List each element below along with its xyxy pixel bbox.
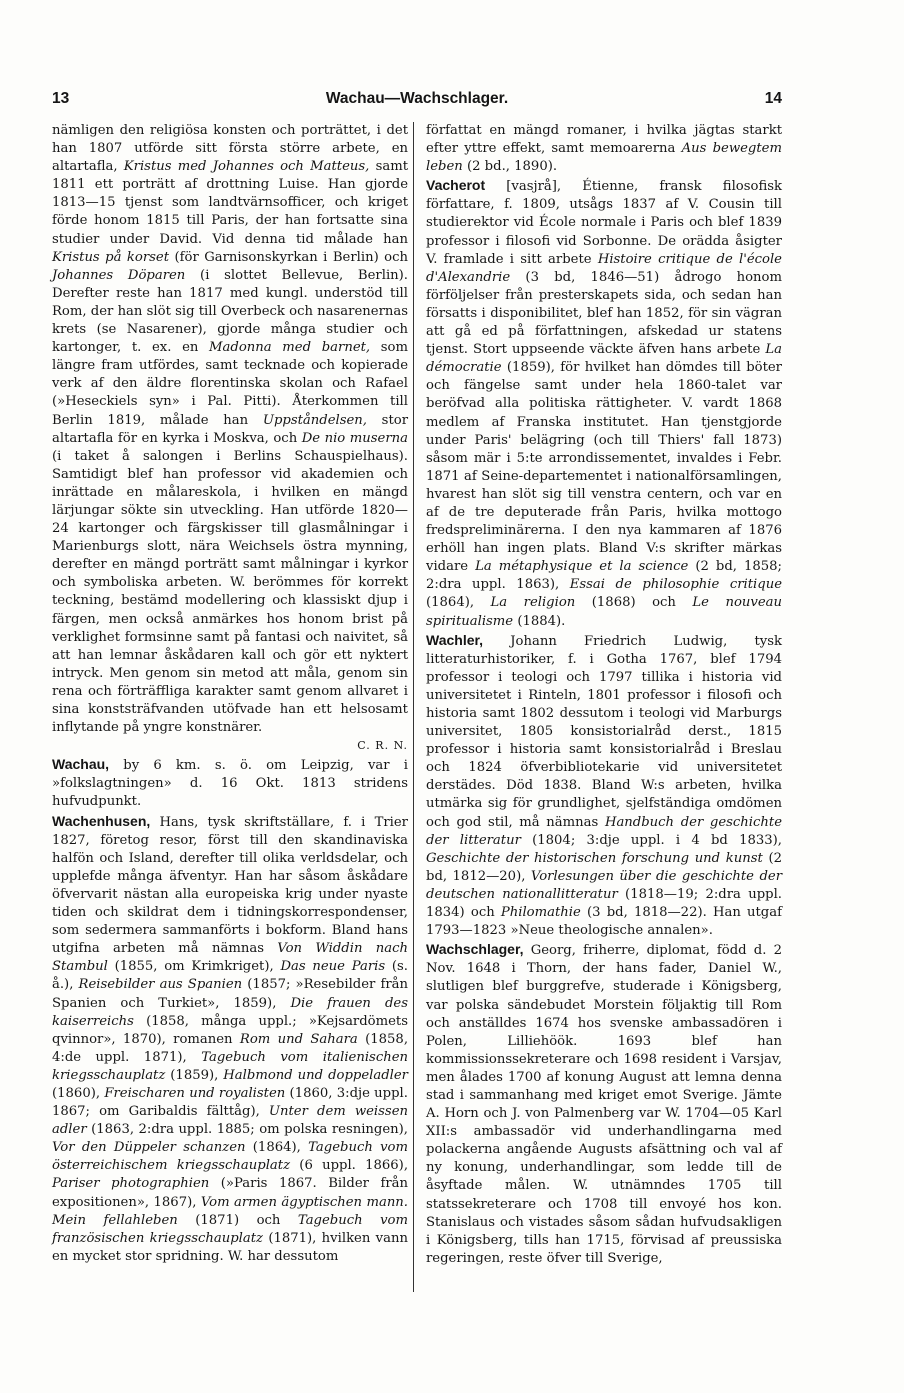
author-signature: C. R. N. bbox=[357, 739, 408, 753]
text-run: (i slottet Bellevue, Berlin). Derefter reste han 1817 med kungl. understöd till Rom, der han slöt sig till Overbeck och nasarenernas krets (se Nasarener), gjorde många studier och kartonger, t. ex. en bbox=[52, 267, 408, 356]
entry-vacherot bbox=[426, 176, 782, 630]
work-title: Le nouveau spiritualisme bbox=[426, 595, 782, 629]
work-title: Kristus på korset bbox=[52, 249, 170, 265]
text-run: (1884). bbox=[513, 613, 566, 629]
text-run: författat en mängd romaner, i hvilka jägtas starkt efter yttre effekt, samt memoarerna bbox=[426, 123, 782, 157]
entry-wachschlager bbox=[426, 940, 782, 1268]
work-title: Vom armen ägyptischen mann. Mein fellahleben bbox=[52, 1194, 408, 1228]
text-run: stor altartafla för en kyrka i Moskva, och bbox=[52, 412, 408, 446]
entry-wachenhusen bbox=[52, 812, 408, 1266]
text-run: (6 uppl. 1866), bbox=[290, 1158, 409, 1174]
text-run: (1859), bbox=[165, 1067, 224, 1083]
work-title: Halbmond und doppeladler bbox=[223, 1067, 408, 1083]
work-title: Reisebilder aus Spanien bbox=[78, 977, 243, 993]
work-title: Tagebuch vom französischen kriegsschauplatz bbox=[52, 1212, 409, 1246]
text-run: (s. å.), bbox=[52, 959, 408, 993]
work-title: La religion bbox=[490, 595, 576, 611]
work-title: Rom und Sahara bbox=[239, 1031, 358, 1047]
text-run: (1871) och bbox=[177, 1212, 298, 1228]
text-run: (2 bd., 1890). bbox=[462, 159, 558, 175]
work-title: Von Widdin nach Stambul bbox=[52, 941, 408, 975]
text-run: Johann Friedrich Ludwig, tysk litteraturhistoriker, f. i Gotha 1767, blef 1794 professor i teologi och 1797 tillika i historia vid universitetet i Rinteln, 1801 professor i filosofi och historia samt 1802 dessutom i teologi vid Marburgs universitet, 1805 konsistorialråd derst., 1815 professor i historia samt konsistorialråd i Breslau och 1824 öfverbibliotekarie vid universitetet derstädes. Död 1838. Bland W:s arbeten, hvilka utmärka sig för grundlighet, sjelfständiga omdömen och god stil, må nämnas bbox=[426, 633, 782, 830]
text-run: (i taket å salongen i Berlins Schauspielhaus). Samtidigt blef han professor vid akademien och inrättade en målareskola, i hvilken en mängd lärjungar sökte sin utveckling. Han utförde 1820—24 kartonger och färgskisser till glasmålningar i Marienburgs slott, nära Weichsels östra mynning, derefter en mängd porträtt samt målningar i kyrkor och symboliska arbeten. W. berömmes för korrekt teckning, bestämd modellering och klassiskt djup i färgen, men också anmärkes hos honom brist på verklighet formsinne samt på fantasi och naivitet, så att han lemnar åskådaren kall och gör ett nyktert intryck. Men genom sin metod att måla, genom sin rena och förträffliga karakter samt genom allvaret i sina konststräfvanden utöfvade han ett helsosamt inflytande på yngre konstnärer. bbox=[52, 448, 408, 736]
text-run: (1863, 2:dra uppl. 1885; om polska resningen), bbox=[86, 1122, 408, 1138]
work-title: Geschichte der historischen forschung und kunst bbox=[426, 850, 763, 866]
work-title: Die frauen des kaiserreichs bbox=[52, 995, 408, 1029]
headword: Vacherot bbox=[426, 177, 486, 194]
text-run: (1868) och bbox=[575, 595, 693, 611]
work-title: Vor den Düppeler schanzen bbox=[52, 1140, 246, 1156]
work-title: Histoire critique de l'école d'Alexandrie bbox=[426, 251, 782, 285]
column-divider bbox=[413, 122, 414, 1292]
work-title: Essai de philosophie critique bbox=[569, 577, 782, 593]
text-run: (för Garnisonskyrkan i Berlin) och bbox=[169, 249, 408, 265]
right-column bbox=[426, 122, 782, 1268]
running-header bbox=[52, 90, 782, 116]
text-run: samt 1811 ett porträtt af drottning Luise. Han gjorde 1813—15 tjenst som landtvärnsofficer, och kriget förde honom 1815 till Paris, der han fortsatte sina studier under David. Vid denna tid målade han bbox=[52, 159, 409, 247]
text-run: (1864), bbox=[245, 1140, 309, 1156]
text-run: nämligen den religiösa konsten och porträttet, i det han 1807 utförde sitt första större arbete, en altartafla, bbox=[52, 123, 408, 175]
work-title: Das neue Paris bbox=[280, 959, 386, 975]
text-run: (1855, om Krimkriget), bbox=[107, 959, 281, 975]
work-title: Philomathie bbox=[500, 905, 581, 921]
work-title: Uppståndelsen, bbox=[262, 412, 367, 428]
text-run: som längre fram utfördes, samt tecknade och kopierade verk af den äldre florentinska skolan och Rafael (»Heseckiels syn» i Pal. Pitti). Återkommen till Berlin 1819, målade han bbox=[52, 340, 408, 428]
text-run: (1860), bbox=[52, 1085, 105, 1101]
work-title: Kristus med Johannes och Matteus, bbox=[123, 159, 370, 175]
work-title: Johannes Döparen bbox=[52, 267, 186, 283]
entry-wachenhusen-continued bbox=[426, 122, 782, 176]
work-title: Handbuch der geschichte der litteratur bbox=[426, 814, 782, 848]
headword: Wachenhusen, bbox=[52, 812, 151, 829]
headword: Wachschlager, bbox=[426, 941, 524, 958]
work-title: De nio muserna bbox=[301, 430, 408, 446]
text-run: (1857; »Resebilder från Spanien och Turkiet», 1859), bbox=[52, 977, 408, 1011]
work-title: La démocratie bbox=[426, 342, 782, 376]
text-run: (2 bd, 1812—20), bbox=[426, 850, 782, 884]
entry-wachau bbox=[52, 755, 408, 811]
entry-wach-continued bbox=[52, 122, 408, 737]
text-run: (3 bd, 1846—51) ådrogo honom förföljelser från presterskapets sida, och sedan han försatts i disponibilitet, blef han 1852, för sin vägran att gå ed på författningen, afskedad ur statens tjenst. Stort uppseende väckte äfven hans arbete bbox=[426, 269, 782, 358]
text-run: by 6 km. s. ö. om Leipzig, var i »folkslagtningen» d. 16 Okt. 1813 stridens hufvudpunkt. bbox=[52, 758, 408, 810]
work-title: Unter dem weissen adler bbox=[52, 1104, 408, 1138]
work-title: Aus bewegtem leben bbox=[426, 141, 782, 175]
text-run: (1858, 4:de uppl. 1871), bbox=[52, 1031, 409, 1065]
text-run: (1858, många uppl.; »Kejsardömets qvinnor», 1870), romanen bbox=[52, 1013, 408, 1047]
work-title: La métaphysique et la science bbox=[475, 559, 689, 575]
text-run: (1871), hvilken vann en mycket stor spridning. W. har dessutom bbox=[52, 1230, 408, 1264]
headword: Wachler, bbox=[426, 631, 484, 648]
running-title: Wachau—Wachschlager. bbox=[325, 90, 509, 107]
work-title: Tagebuch vom österreichischem kriegsschauplatz bbox=[52, 1140, 409, 1174]
page-number-left: 13 bbox=[52, 90, 70, 107]
text-run: (3 bd, 1818—22). Han utgaf 1793—1823 »Neue theologische annalen». bbox=[426, 905, 782, 939]
text-run: Georg, friherre, diplomat, född d. 2 Nov. 1648 i Thorn, der hans fader, Daniel W., slutligen blef burggrefve, studerade i Königsberg, var polska sändebudet Morstein följaktig till Rom och anställdes 1674 hos svenske ambassadören i Polen, Lilliehöök. 1693 blef han kommissionssekreterare och 1698 resident i Varsjav, men ålades 1700 af konung August att lemna denna stad i sammanhang med kriget emot Sverige. Jämte A. Horn och J. von Palmenberg var W. 1704—05 Karl XII:s ambassadör vid underhandlingarna med polackerna angående Augusts afsättning och val af ny konung, underhandlingar, som ledde till de åsyftade målen. W. utnämndes 1705 till statssekreterare och 1708 till envoyé hos kon. Stanislaus och vistades såsom sådan hufvudsakligen i Königsberg, tills han 1715, förvisad af preussiska regeringen, reste öfver till Sverige, bbox=[426, 943, 782, 1266]
text-run: (1860, 3:dje uppl. 1867; om Garibaldis fälttåg), bbox=[52, 1085, 408, 1120]
text-run: (»Paris 1867. Bilder från expositionen», 1867), bbox=[52, 1176, 408, 1210]
text-run: (1818—19; 2:dra uppl. 1834) och bbox=[426, 886, 782, 921]
work-title: Tagebuch vom italienischen kriegsschauplatz bbox=[52, 1049, 408, 1083]
text-run: (1864), bbox=[426, 595, 491, 611]
work-title: Pariser photographien bbox=[52, 1176, 210, 1192]
headword: Wachau, bbox=[52, 756, 110, 773]
text-run: [vasjrå], Étienne, fransk filosofisk författare, f. 1809, utsågs 1837 af V. Cousin till studierektor vid École normale i Paris och blef 1839 professor i filosofi vid Sorbonne. De orädda åsigter V. framlade i sitt arbete bbox=[426, 179, 782, 267]
text-run: (2 bd, 1858; 2:dra uppl. 1863), bbox=[426, 559, 782, 593]
text-run: (1804; 3:dje uppl. i 4 bd 1833), bbox=[520, 832, 783, 848]
text-run: Hans, tysk skriftställare, f. i Trier 1827, företog resor, först till den skandinaviska halfön och Island, derefter till olika verldsdelar, och upplefde många äfventyr. Han har såsom åskådare öfvervarit nästan alla europeiska krig under nyaste tiden och skildrat dem i tidningskorrespondenser, som sedermera sammanförts i bokform. Bland hans utgifna arbeten må nämnas bbox=[52, 814, 408, 957]
page-number-right: 14 bbox=[764, 90, 782, 107]
work-title: Freischaren und royalisten bbox=[104, 1085, 286, 1101]
left-column bbox=[52, 122, 408, 1266]
work-title: Vorlesungen über die geschichte der deutschen nationallitteratur bbox=[426, 868, 782, 902]
work-title: Madonna med barnet, bbox=[209, 340, 371, 356]
entry-wachler bbox=[426, 631, 782, 941]
text-run: (1859), för hvilket han dömdes till böter och fängelse samt under hela 1860-talet var beröfvad alla politiska rättigheter. V. vardt 1868 medlem af Franska institutet. Han tjenstgjorde under Paris' belägring (och till Thiers' fall 1873) såsom mär i 5:te arrondissementet, invaldes i Febr. 1871 af Seine-departementet i nationalförsamlingen, hvarest han slöt sig till venstra centern, och var en af de tre deputerade från Paris, hvilka mottogo fredspreliminärerna. I den nya kammaren af 1876 erhöll han ingen plats. Bland V:s skrifter märkas vidare bbox=[426, 360, 782, 575]
